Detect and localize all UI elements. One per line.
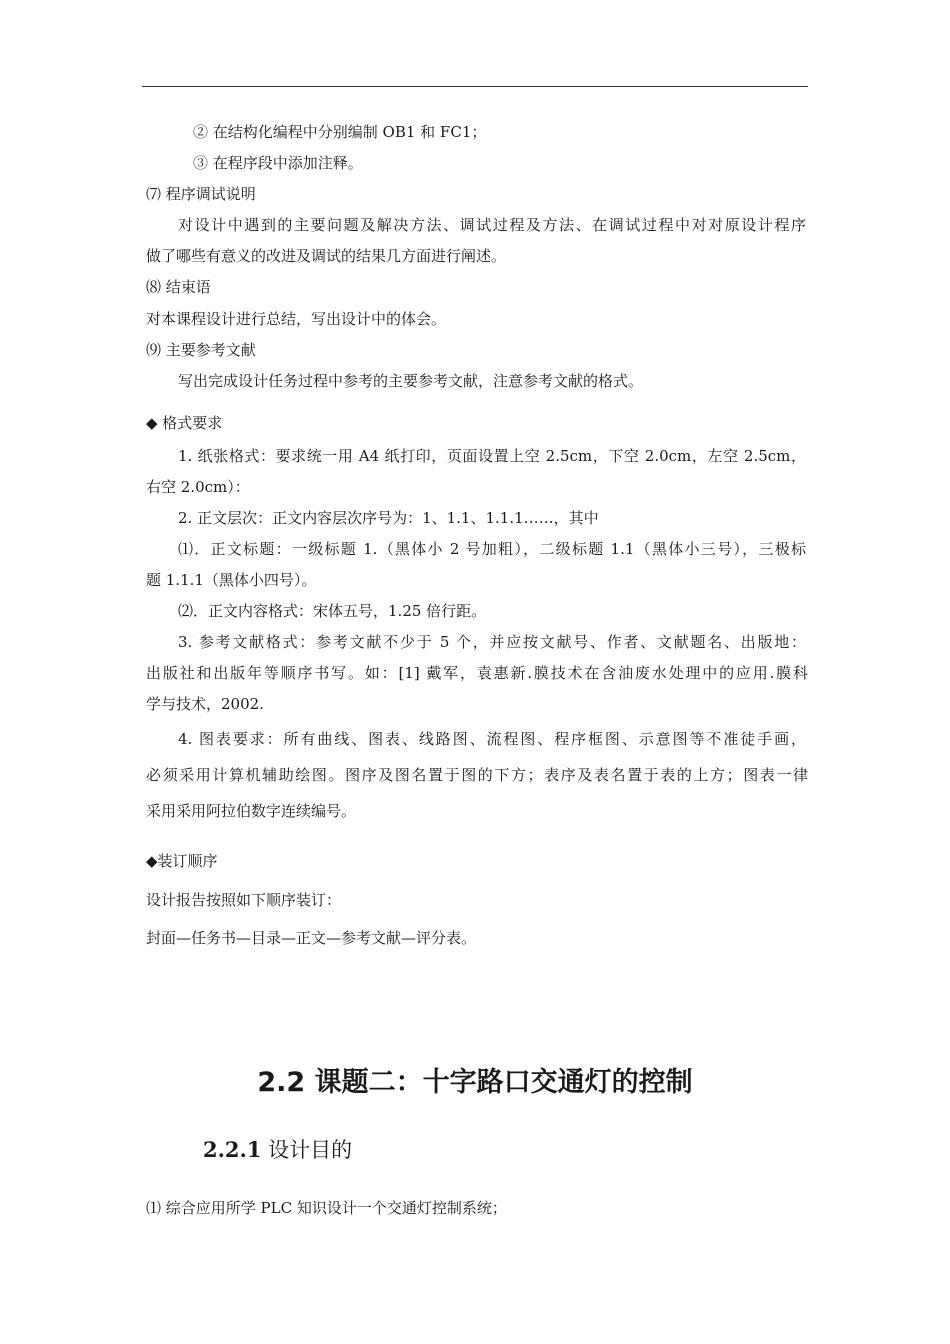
binding-order-heading: ◆装订顺序 [146,852,218,870]
paragraph-line: 必须采用计算机辅助绘图。图序及图名置于图的下方；表序及表名置于表的上方；图表一律 [146,766,808,784]
paragraph-line: 学与技术，2002. [146,695,264,713]
subsection-number: 2.2.1 [203,1137,262,1162]
paragraph-line: 右空 2.0cm）： [146,478,250,496]
paragraph-line: 做了哪些有意义的改进及调试的结果几方面进行阐述。 [146,247,507,265]
format-requirements-heading: ◆ 格式要求 [146,414,223,432]
list-item: ⑴ 综合应用所学 PLC 知识设计一个交通灯控制系统； [146,1199,507,1217]
paragraph-line: 2. 正文层次：正文内容层次序号为：1、1.1、1.1.1……，其中 [178,509,599,527]
list-item: ② 在结构化编程中分别编制 OB1 和 FC1； [193,123,487,141]
paragraph-line: 采用采用阿拉伯数字连续编号。 [146,802,357,820]
section-heading: ⑻ 结束语 [146,278,211,296]
paragraph-line: 封面—任务书—目录—正文—参考文献—评分表。 [146,929,477,947]
topic-heading: 2.2 课题二：十字路口交通灯的控制 [257,1067,693,1098]
paragraph-line: 对本课程设计进行总结，写出设计中的体会。 [146,310,447,328]
section-heading: ⑺ 程序调试说明 [146,185,256,203]
paragraph-line: ⑵．正文内容格式：宋体五号，1.25 倍行距。 [178,602,487,620]
subsection-heading [203,1136,352,1164]
paragraph-line: 1. 纸张格式：要求统一用 A4 纸打印，页面设置上空 2.5cm，下空 2.0cm，左空 2.5cm， [178,447,806,465]
list-item: ③ 在程序段中添加注释。 [193,154,363,172]
paragraph-line: ⑴．正文标题：一级标题 1.（黑体小 2 号加粗），二级标题 1.1（黑体小三号），三极标 [178,540,806,558]
subsection-title: 设计目的 [268,1138,353,1162]
section-heading: ⑼ 主要参考文献 [146,341,256,359]
header-rule [142,86,808,87]
paragraph-line: 设计报告按照如下顺序装订： [146,891,342,909]
paragraph-line: 题 1.1.1（黑体小四号）。 [146,571,317,589]
paragraph-line: 对设计中遇到的主要问题及解决方法、调试过程及方法、在调试过程中对对原设计程序 [178,216,806,234]
paragraph-line: 出版社和出版年等顺序书写。如：[1] 戴军，袁惠新.膜技术在含油废水处理中的应用.膜科 [146,664,808,682]
paragraph-line: 3. 参考文献格式：参考文献不少于 5 个，并应按文献号、作者、文献题名、出版地： [178,633,806,651]
paragraph-line: 写出完成设计任务过程中参考的主要参考文献，注意参考文献的格式。 [178,372,644,390]
paragraph-line: 4. 图表要求：所有曲线、图表、线路图、流程图、程序框图、示意图等不准徒手画， [178,730,806,748]
